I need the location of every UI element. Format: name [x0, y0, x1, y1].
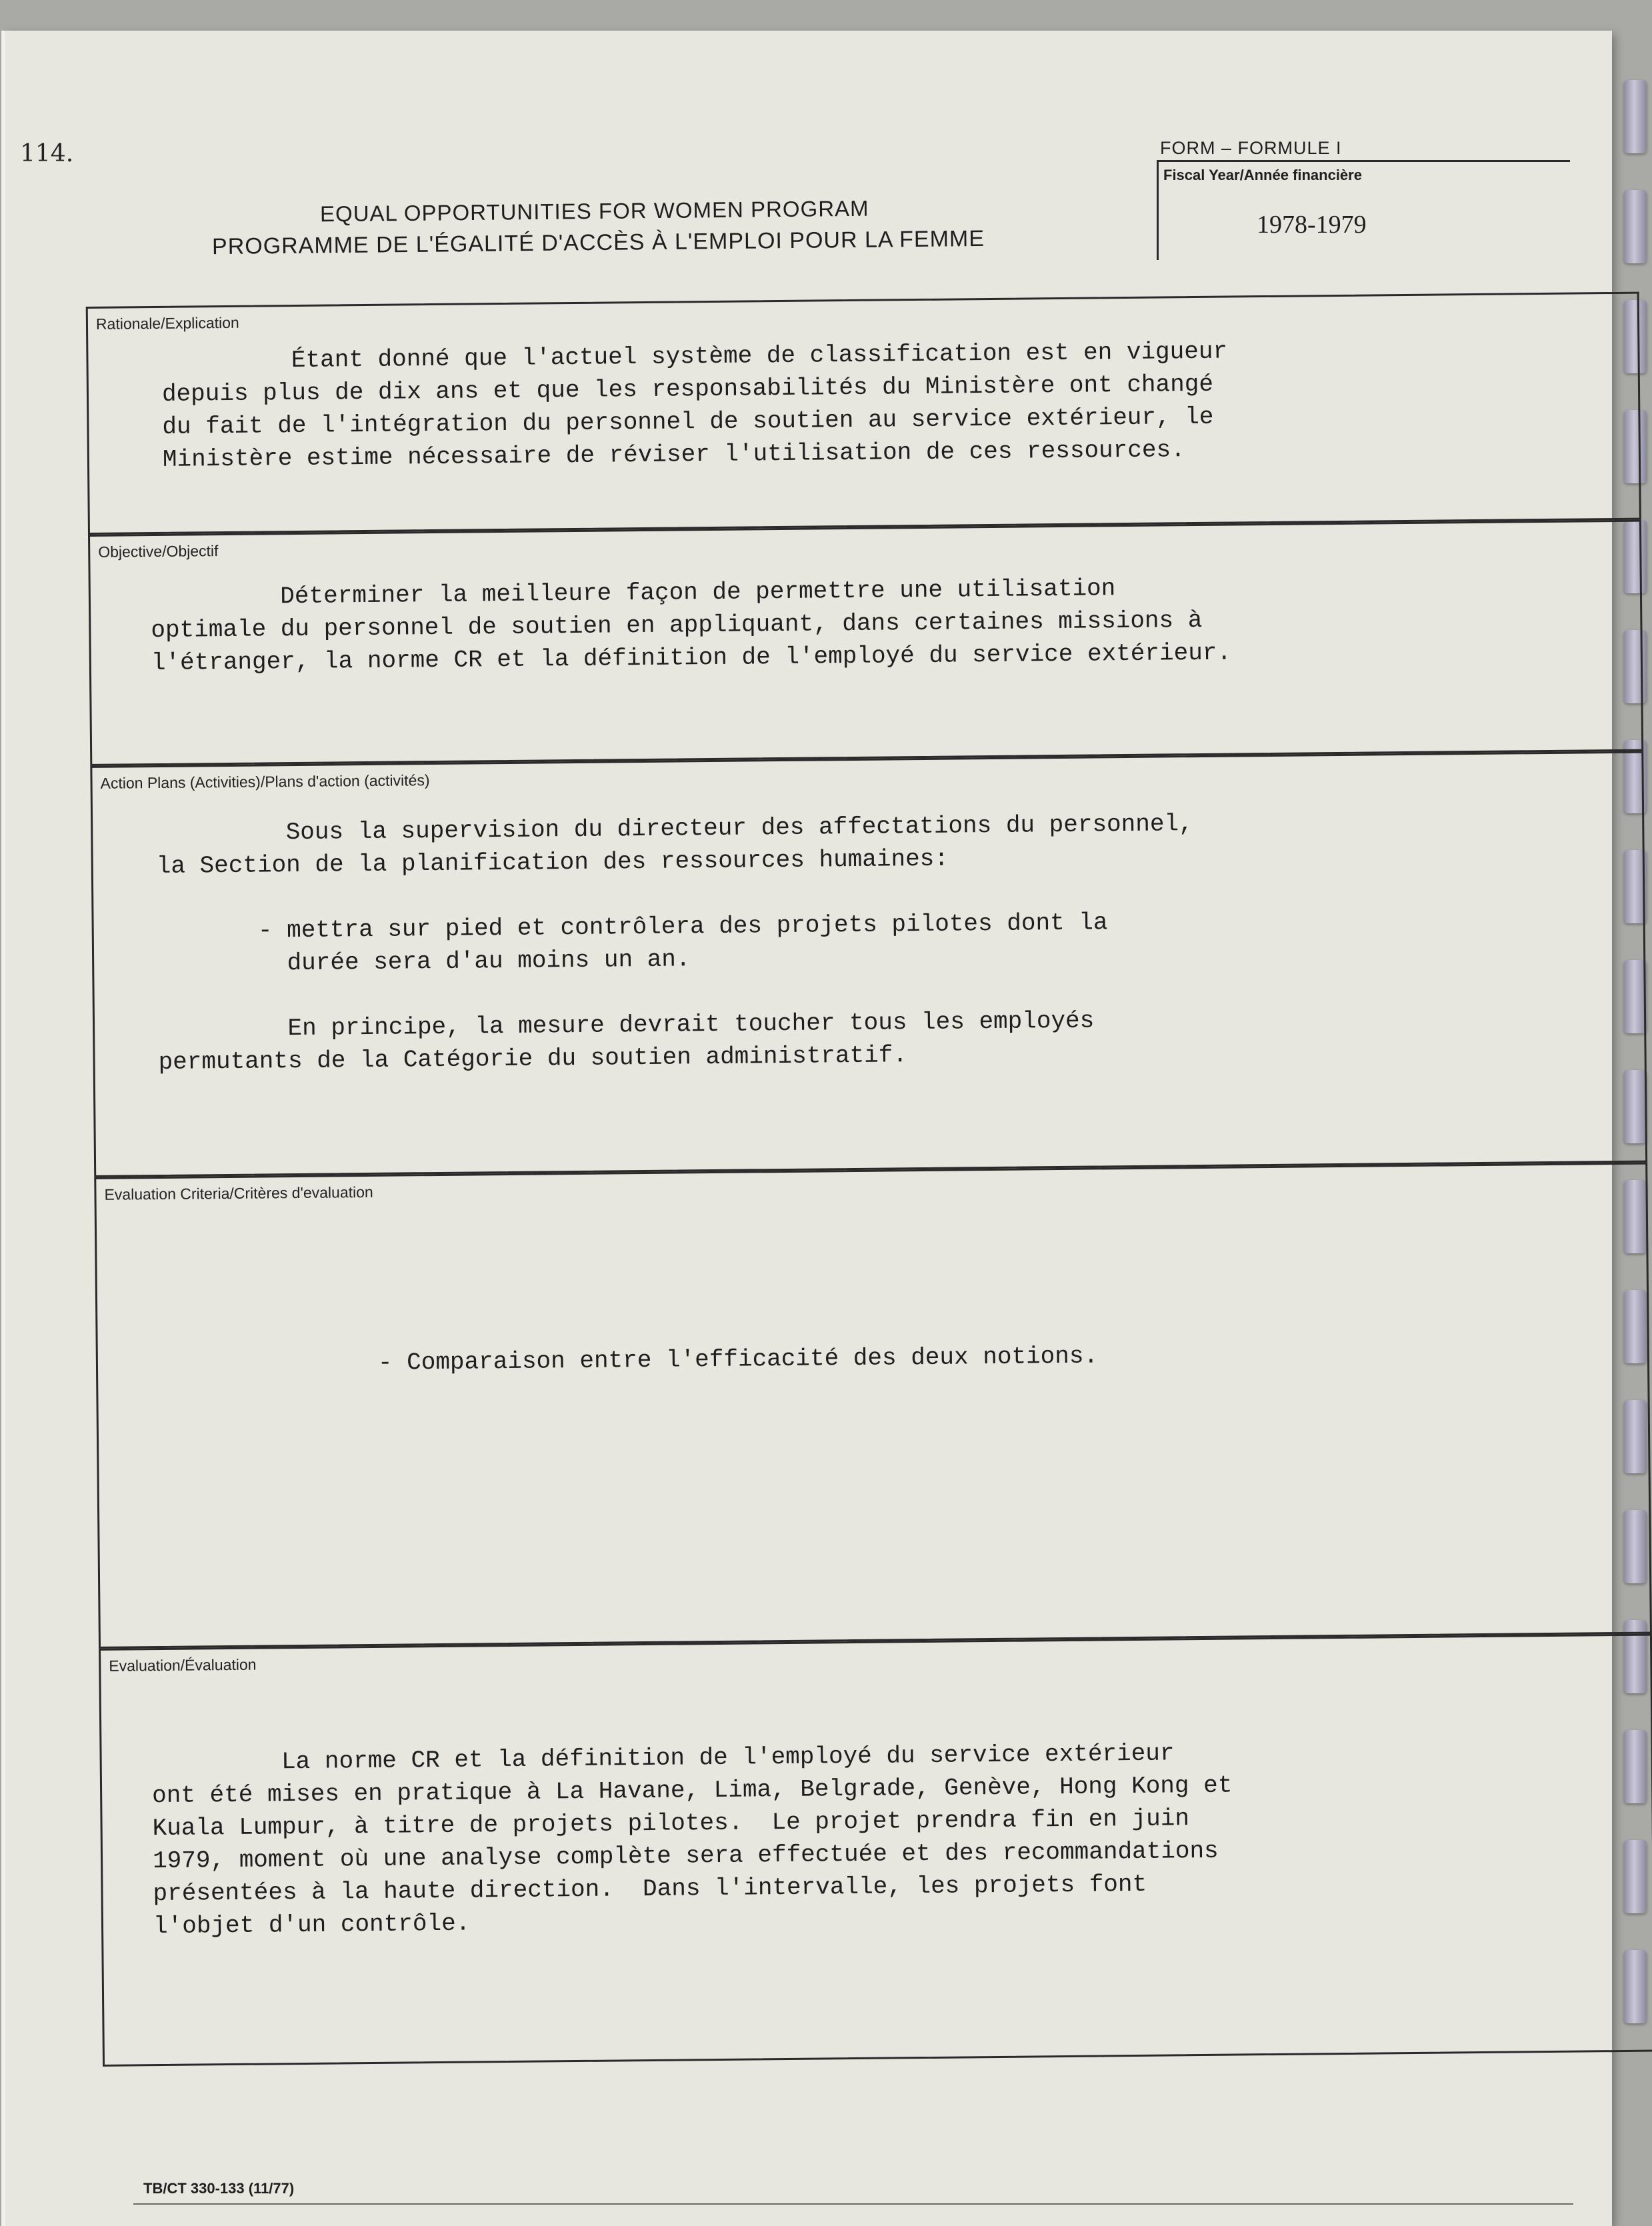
rationale-section — [86, 292, 1641, 535]
fiscal-year-divider — [1157, 160, 1159, 260]
page-number: 114. — [20, 140, 74, 167]
footer-rule — [133, 2203, 1573, 2205]
program-title-en: EQUAL OPPORTUNITIES FOR WOMEN PROGRAM — [319, 195, 869, 227]
evaluation-label: Evaluation/Évaluation — [109, 1655, 257, 1675]
evaluation-section — [99, 1634, 1652, 2067]
evaluation-text: La norme CR et la définition de l'employé du service extérieur ont été mises en pratique à La Havane, Lima, Belgrade, Genève, Hong Kong et Kuala Lumpur, à titre de projets pilotes. Le projet prendra fin en juin 1979, moment où une analyse complète sera effectuée et des recommandations présentées à la haute direction. Dans l'intervalle, les projets font l'objet d'un contrôle. — [151, 1739, 1233, 1941]
fiscal-year-value: 1978-1979 — [1257, 211, 1367, 239]
objective-label: Objective/Objectif — [98, 542, 219, 561]
form-code: FORM – FORMULE I — [1160, 138, 1342, 158]
action-plans-section — [90, 751, 1647, 1177]
action-plans-text: Sous la supervision du directeur des affectations du personnel, la Section de la planification des ressources humaines: - mettra sur pied et contrôlera des projets pilotes dont la durée sera d'au moins un an. En principe, la mesure devrait toucher tous les employés permutants de la Catégorie du soutien administratif. — [156, 810, 1193, 1077]
action-plans-label: Action Plans (Activities)/Plans d'action (activités) — [100, 771, 430, 792]
rationale-label: Rationale/Explication — [95, 313, 239, 333]
objective-text: Déterminer la meilleure façon de permettre une utilisation optimale du personnel de soutien en appliquant, dans certaines missions à l'étranger, la norme CR et la définition de l'employé du service extérieur. — [150, 575, 1232, 677]
form-grid — [85, 242, 1652, 2130]
rationale-text: Étant donné que l'actuel système de classification est en vigueur depuis plus de dix ans et que les responsabilités du Ministère ont changé du fait de l'intégration du personnel de soutien au service extérieur, le Ministère estime nécessaire de réviser l'utilisation de ces ressources. — [161, 337, 1228, 473]
form-footer-code: TB/CT 330-133 (11/77) — [143, 2180, 295, 2197]
program-title-fr: PROGRAMME DE L'ÉGALITÉ D'ACCÈS À L'EMPLOI POUR LA FEMME — [211, 225, 985, 260]
header-rule — [1157, 160, 1570, 162]
evaluation-criteria-label: Evaluation Criteria/Critères d'evaluation — [104, 1183, 373, 1203]
evaluation-criteria-section — [94, 1163, 1652, 1649]
objective-section — [88, 520, 1643, 766]
binder-ring — [1624, 80, 1647, 153]
fiscal-year-label: Fiscal Year/Année financière — [1163, 167, 1362, 183]
evaluation-criteria-text: - Comparaison entre l'efficacité des deux notions. — [377, 1342, 1099, 1377]
